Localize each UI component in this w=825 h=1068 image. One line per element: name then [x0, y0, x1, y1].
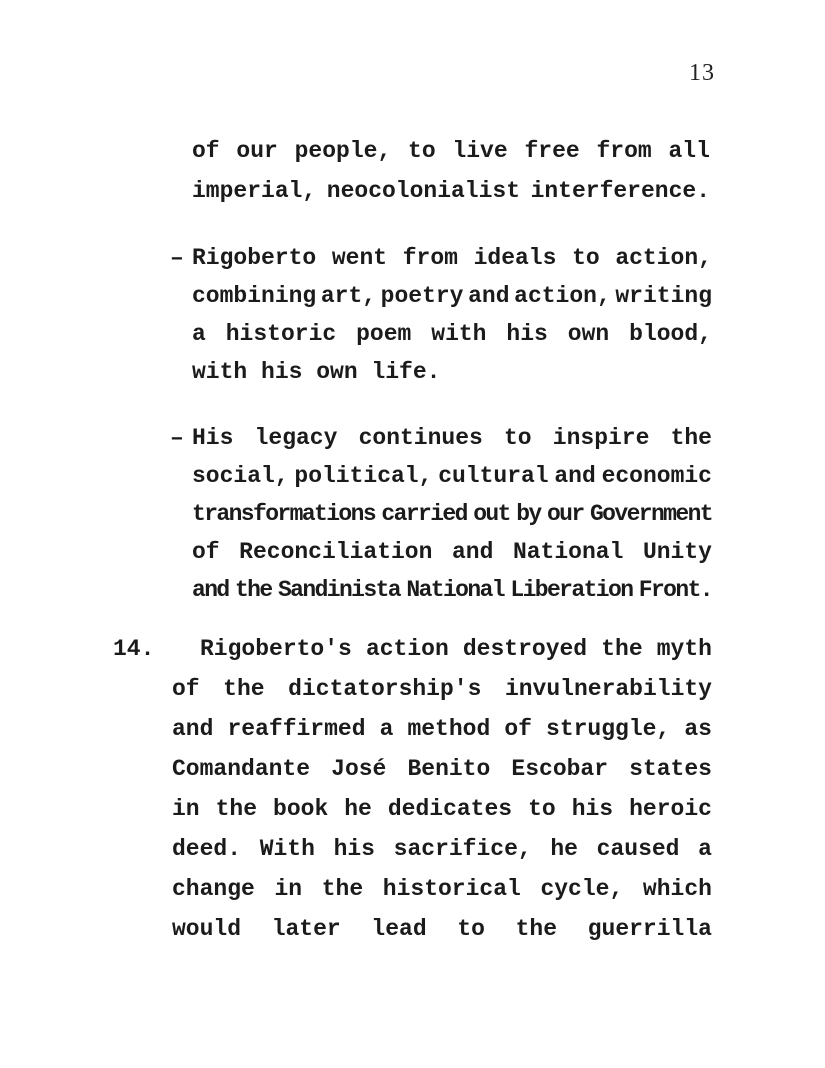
text-line: of our people, to live free from all	[192, 138, 710, 164]
paragraph	[192, 131, 710, 211]
text-line: a historic poem with his own blood,	[192, 321, 712, 347]
text-line: of Reconciliation and National Unity	[192, 539, 712, 565]
text-line: of the dictatorship's invulnerability	[172, 676, 712, 702]
text-line: imperial, neocolonialist interference.	[192, 178, 710, 204]
text-line: combining art, poetry and action, writing	[192, 283, 712, 309]
bullet-paragraph	[170, 239, 712, 391]
text-line: social, political, cultural and economic	[192, 463, 712, 489]
text-line: Rigoberto's action destroyed the myth	[200, 636, 712, 662]
text-line: transformations carried out by our Government	[192, 501, 712, 527]
text-line: would later lead to the guerrilla	[172, 916, 712, 942]
text-line: and reaffirmed a method of struggle, as	[172, 716, 712, 742]
numbered-paragraph	[113, 629, 712, 949]
text-line: and the Sandinista National Liberation Front.	[192, 577, 712, 603]
text-line: in the book he dedicates to his heroic	[172, 796, 712, 822]
text-line: Comandante José Benito Escobar states	[172, 756, 712, 782]
item-number: 14.	[113, 636, 155, 662]
text-line: change in the historical cycle, which	[172, 876, 712, 902]
bullet-dash-marker: –	[170, 425, 184, 451]
text-line: Rigoberto went from ideals to action,	[192, 245, 712, 271]
text-line: with his own life.	[192, 359, 441, 385]
bullet-dash-marker: –	[170, 245, 184, 271]
page-number: 13	[689, 60, 715, 86]
text-line: His legacy continues to inspire the	[192, 425, 712, 451]
text-line: deed. With his sacrifice, he caused a	[172, 836, 712, 862]
bullet-paragraph	[170, 419, 712, 609]
